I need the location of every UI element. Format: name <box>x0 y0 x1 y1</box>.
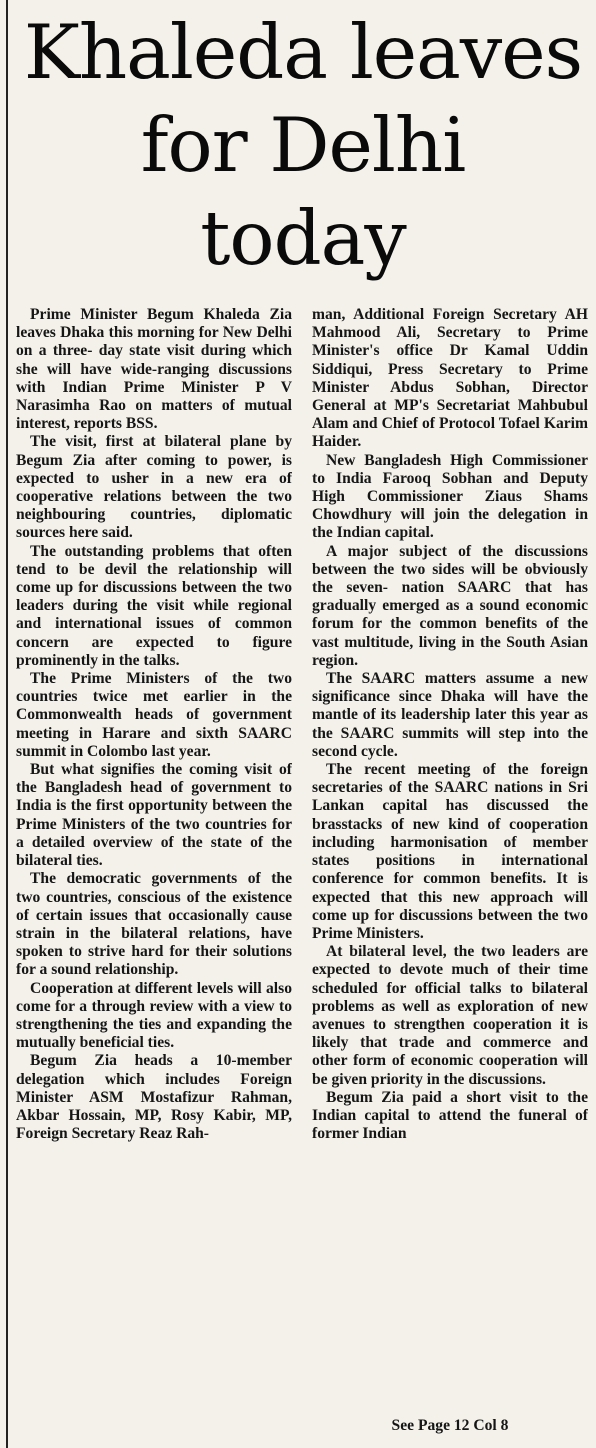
headline-line-3: today <box>200 194 406 282</box>
jump-line: See Page 12 Col 8 <box>391 1417 509 1434</box>
paragraph-continuation: man, Additional Foreign Secretary AH Mahmood Ali, Secretary to Prime Minister's office Dr Kamal Uddin Siddiqui, Press Secretary to Prime Minister Abdus Sobhan, Director General at MP's Secretariat Mahbubul Alam and Chief of Protocol Tofael Karim Haider. <box>312 306 588 451</box>
paragraph: New Bangladesh High Commissioner to India Farooq Sobhan and Deputy High Commissioner Ziaus Shams Chowdhury will join the delegation in the Indian capital. <box>312 451 588 542</box>
article-column-right <box>312 306 588 1448</box>
paragraph: But what signifies the coming visit of the Bangladesh head of government to India is the first opportunity between the Prime Ministers of the two countries for a detailed overview of the state of the bilateral ties. <box>16 761 292 870</box>
paragraph: The visit, first at bilateral plane by Begum Zia after coming to power, is expected to usher in a new era of cooperative relations between the two neighbouring countries, diplomatic sources here said. <box>16 433 292 542</box>
paragraph: A major subject of the discussions between the two sides will be obviously the seven- nation SAARC that has gradually emerged as a sound economic forum for the common benefits of the vast multitude, living in the South Asian region. <box>312 542 588 669</box>
headline-line-1: Khaleda leaves <box>23 8 583 96</box>
paragraph: Prime Minister Begum Khaleda Zia leaves Dhaka this morning for New Delhi on a three- day state visit during which she will have wide-ranging discussions with Indian Prime Minister P V Narasimha Rao on matters of mutual interest, reports BSS. <box>16 306 292 433</box>
paragraph: Begum Zia heads a 10-member delegation which includes Foreign Minister ASM Mostafizur Rahman, Akbar Hossain, MP, Rosy Kabir, MP, Foreign Secretary Reaz Rah- <box>16 1052 292 1143</box>
paragraph: The outstanding problems that often tend to be devil the relationship will come up for discussions between the two leaders during the visit while regional and international issues of common concern are expected to figure prominently in the talks. <box>16 542 292 669</box>
paragraph: Begum Zia paid a short visit to the Indian capital to attend the funeral of former Indian <box>312 1088 588 1143</box>
paragraph: At bilateral level, the two leaders are expected to devote much of their time scheduled for official talks to bilateral problems as well as exploration of new avenues to strengthen cooperation it is likely that trade and commerce and other form of economic cooperation will be given priority in the discussions. <box>312 943 588 1088</box>
paragraph: The Prime Ministers of the two countries twice met earlier in the Commonwealth heads of government meeting in Harare and sixth SAARC summit in Colombo last year. <box>16 670 292 760</box>
paragraph: The democratic governments of the two countries, conscious of the existence of certain issues that occasionally cause strain in the bilateral relations, have spoken to strive hard for their solutions for a sound relationship. <box>16 870 292 979</box>
paragraph: Cooperation at different levels will also come for a through review with a view to strengthening the ties and expanding the mutually beneficial ties. <box>16 979 292 1052</box>
paragraph: The SAARC matters assume a new significance since Dhaka will have the mantle of its leadership later this year as the SAARC summits will step into the second cycle. <box>312 670 588 760</box>
headline-line-2: for Delhi <box>140 101 466 189</box>
article-column-left <box>16 306 292 1448</box>
paragraph: The recent meeting of the foreign secretaries of the SAARC nations in Sri Lankan capital has discussed the brasstacks of new kind of cooperation including harmonisation of member states positions in international conference for common benefits. It is expected that this new approach will come up for discussions between the two Prime Ministers. <box>312 761 588 942</box>
column-rule <box>6 0 8 1448</box>
headline <box>18 6 588 285</box>
